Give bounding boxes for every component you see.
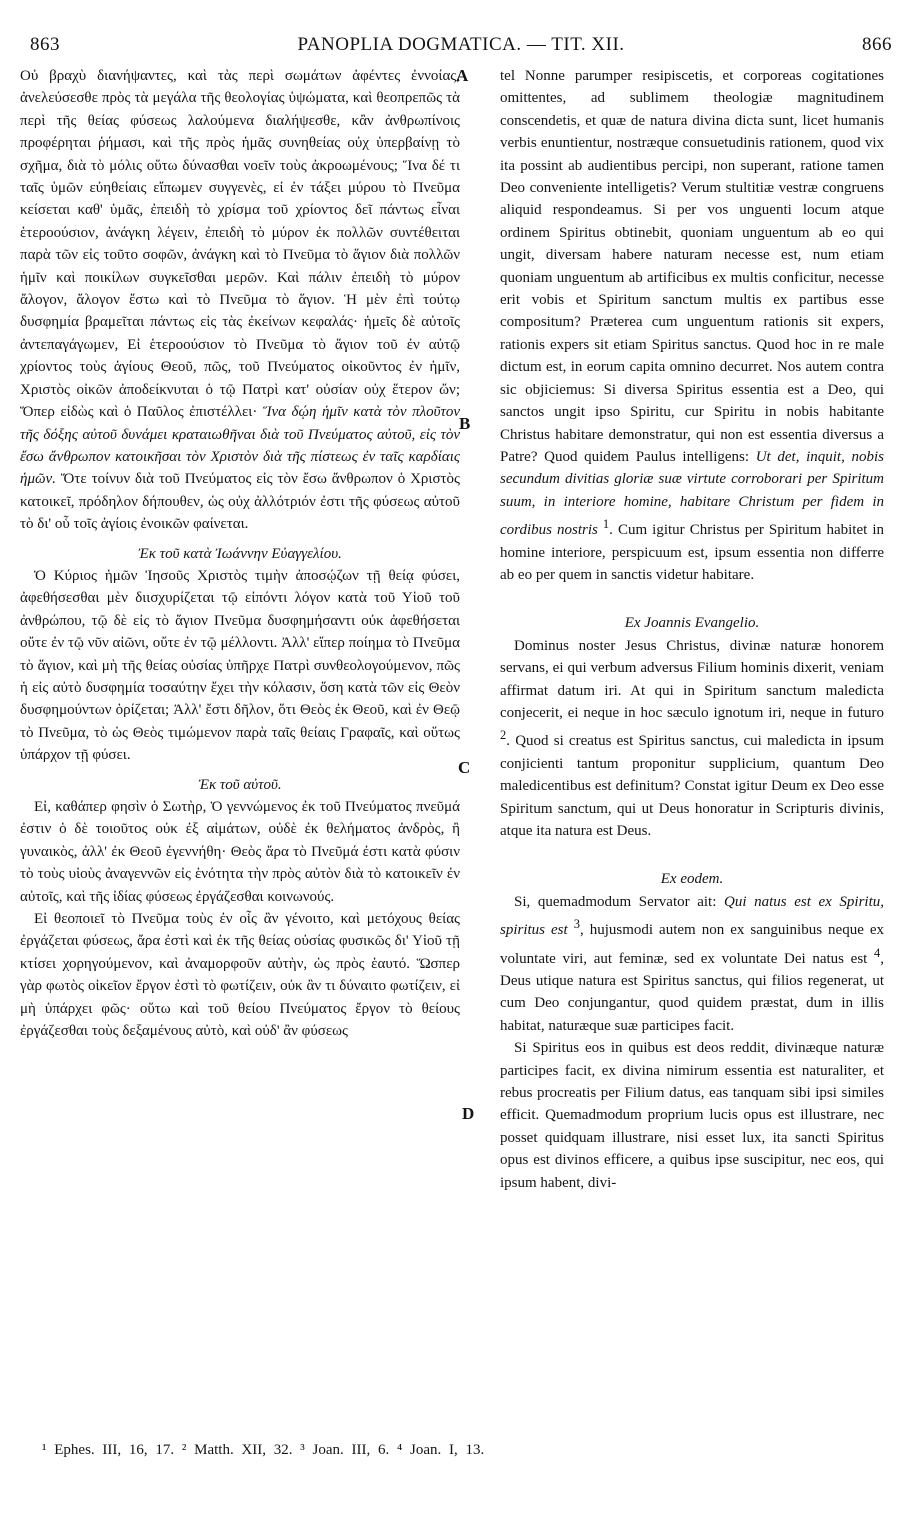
page-number-left: 863 [30, 34, 60, 55]
margin-marker-d: D [462, 1104, 475, 1123]
margin-marker-c: C [458, 758, 471, 777]
latin-section-heading-2: Ex eodem. [660, 871, 724, 888]
greek-paragraph-1: Οὐ βραχὺ διανήψαντες, καὶ τὰς περὶ σωμάτων ἀφέντες ἐννοίας, ἀνελεύσεσθε πρὸς τὰ μεγάλα τῆς θεολογίας ὑψώματα, καὶ θεοπρεπῶς τὰ περὶ τῆς θείας φύσεως λαλούμενα διαλήψεσθε, κἂν ἀνθρωπίνοις προφέρηται ῥήμασι, καὶ τῆς πρὸς ἡμᾶς συνηθείας οὐχ ὑπερβαίνῃ τὸ σχῆμα, διὰ τὸ μόλις οὕτω δύνασθαι νοεῖν τοὺς ἀκροωμένους; Ἵνα δέ τι ταῖς ὑμῶν εὐηθείαις εἴπωμεν συγγενὲς, εἰ ἐν τάξει μύρου τὸ Πνεῦμα κείσεται καθ' ὑμᾶς, ἐπειδὴ τὸ χρίσμα τοῦ χρίοντος δεῖ πάντως εἶναι ἑτεροούσιον, ἀνάγκη λέγειν, ἐπειδὴ τὸ μύρον ἐκ πολλῶν συντέθειται παρὰ τῶν εἰς τοῦτο σοφῶν, ἀνάγκη καὶ τὸ Πνεῦμα τὸ ἅγιον διὰ πολλῶν ἡμῖν καὶ ποικίλων συγκεῖσθαι μερῶν. Καὶ πάλιν ἐπειδὴ τὸ μύρον ἄλογον, ἄλογον ἔστω καὶ τὸ Πνεῦμα τὸ ἅγιον. Ἡ μὲν ἐπὶ τούτῳ δυσφημία βραμεῖται πάντως εἰς τὰς ἐκείνων κεφαλάς· ἡμεῖς δὲ αὐτοῖς ἀντεπαγάγωμεν, Εἰ ἑτεροούσιον τὸ Πνεῦμα τὸ ἅγιον τοῦ ἐν αὐτῷ χρίοντος τοὺς ἁγίους Θεοῦ, πῶς, τοῦ Πνεύματος οἰκοῦντος ἐν ἡμῖν, Χριστὸς οἰκῶν ἀποδείκνυται ὁ τῷ Πατρὶ κατ' οὐσίαν οὐχ ἕτερον ὤν; Ὅπερ εἰδὼς καὶ ὁ Παῦλος ἐπιστέλλει· Ἵνα δῴη ἡμῖν κατὰ τὸν πλοῦτον τῆς δόξης αὐτοῦ δυνάμει κραταιωθῆναι διὰ τοῦ Πνεύματος αὐτοῦ, εἰς τὸν ἔσω ἄνθρωπον κατοικῆσαι τὸν Χριστὸν διὰ τῆς πίστεως ἐν ταῖς καρδίαις ἡμῶν. Ὅτε τοίνυν διὰ τοῦ Πνεύματος εἰς τὸν ἔσω ἄνθρωπον ὁ Χριστὸς κατοικεῖ, πρόδηλον δήπουθεν, ὡς οὐχ ἀλλότριόν ἐστι τῆς φύσεως αὐτοῦ τὸ δι' οὗ τοῖς ἁγίοις ἐνοικῶν φαίνεται. [20, 68, 460, 533]
latin-column [500, 65, 884, 1194]
margin-marker-a: A [456, 66, 469, 85]
latin-paragraph-1: tel Nonne parumper resipiscetis, et corporeas cogitationes omittentes, ad sublimem theologiæ magnitudinem conscendetis, et quæ de natura divina dicta sunt, licet humanis verbis enuntientur, nostræque consuetudinis rationem, quod vix ita possint ab audientibus percipi, non superant, ratione tamen Deo conveniente intelligetis? Verum stultitiæ vestræ congruens aliquid respondeamus. Si per vos unguenti locum atque ordinem Spiritus obtinebit, quoniam unguentum ab eo qui ungit, diversam habere naturam necesse est, num etiam quoniam unguentum ab artificibus ex multis conficitur, necesse erit vobis et Spiritum sanctum multis ex partibus esse compositum? Præterea cum unguentum rationis sit expers, rationis expers sit etiam Spiritus sanctus. Quod hoc in re male dictum est, in eorum capita omnino decurret. Nos autem contra sic objiciemus: Si diversa Spiritus essentia est a Deo, qui sanctos ungit ipso Spiritu, cur Spiritu in nobis habitante Christus habitare demonstratur, qui non est essentia diversus a Patre? Quod quidem Paulus intelligens: Ut det, inquit, nobis secundum divitias gloriæ suæ virtute corroborari per Spiritum suum, in interiore homine, habitare Christum per fidem in cordibus nostris $^1$. Cum igitur Christus per Spiritum habitet in homine interiore, perspicuum est, ipsum essentia non differre ab eo per quem in sanctis videtur habitare. [500, 68, 885, 583]
latin-paragraph-4: Si Spiritus eos in quibus est deos reddit, divinæque naturæ participes facit, ex divina nimirum essentia est naturaliter, et rebus procreatis per Filium datus, eas tanquam sibi ipsi similes efficit. Quemadmodum proprium lucis opus est illustrare, nec posset quidquam illustrare, nisi esset lux, ita sancti Spiritus opus est divinos efficere, a quibus ipse suscipitur, nec eos, qui ipsum habent, divi- [500, 1040, 884, 1191]
page-number-right: 866 [862, 34, 892, 55]
greek-column [20, 65, 460, 1042]
latin-section-heading-1: Ex Joannis Evangelio. [624, 615, 760, 632]
margin-marker-b: B [459, 414, 471, 433]
latin-paragraph-2: Dominus noster Jesus Christus, divinæ naturæ honorem servans, ei qui verbum adversus Filium hominis dixerit, veniam affirmat datum iri. At qui in Spiritum sanctum maledicta conjecerit, ei neque in hoc sæculo ignotum iri, neque in futuro $^2$. Quod si creatus est Spiritus sanctus, cui maledicta in ipsum conjicienti tantum proponitur supplicium, quantum Deo maledicentibus est definitum? Constat igitur Deum ex Deo esse Spiritum sanctum, qui ut Deus honoratur in Scripturis divinis, atque ita natura est Deus. [500, 637, 884, 839]
greek-paragraph-2: Ὁ Κύριος ἡμῶν Ἰησοῦς Χριστὸς τιμὴν ἀποσῴζων τῇ θείᾳ φύσει, ἀφεθήσεσθαι μὲν διισχυρίζεται τῷ εἰπόντι λόγον κατὰ τοῦ Υἱοῦ τοῦ ἀνθρώπου, τῷ δὲ εἰς τὸ ἅγιον Πνεῦμα δυσφημήσαντι οὐκ ἀφεθήσεται οὔτε ἐν τῷ νῦν αἰῶνι, οὔτε ἐν τῷ μέλλοντι. Ἀλλ' εἴπερ ποίημα τὸ Πνεῦμα τὸ ἅγιον, καὶ μὴ τῆς θείας οὐσίας ὑπῆρχε Πατρὶ συνθεολογούμενον, πῶς ἡ εἰς αὐτὸ δυσφημία τοσαύτην ἔχει τὴν κόλασιν, ὅση κατὰ τῶν εἰς Θεὸν δυσφημούντων ὁρίζεται; Ἀλλ' ἔστι δῆλον, ὅτι Θεὸς ἐκ Θεοῦ, καὶ ἐν Θεῷ τὸ Πνεῦμα, τὸ ὡς Θεὸς τιμώμενον παρὰ ταῖς θείαις Γραφαῖς, καὶ οὕτως ὑπάρχον τῇ φύσει. [20, 567, 460, 764]
greek-paragraph-3: Εἰ, καθάπερ φησὶν ὁ Σωτὴρ, Ὁ γεννώμενος ἐκ τοῦ Πνεύματος πνεῦμά ἐστιν ὁ δὲ τοιοῦτος οὐκ ἐξ αἱμάτων, οὐδὲ ἐκ θελήματος ἀνδρὸς, ἢ γυναικὸς, ἀλλ' ἐκ Θεοῦ ἐγεννήθη· Θεὸς ἄρα τὸ Πνεῦμά ἐστι κατὰ φύσιν τὸ τοὺς υἱοὺς ἀναγεννῶν εἰς ἑνότητα τὴν πρὸς αὐτὸν διὰ τὸ κατοικεῖν ἐν αὐτοῖς, καὶ τῆς ἰδίας φύσεως ἐργάζεσθαι κοινωνούς. [20, 799, 461, 905]
page-header [30, 34, 892, 64]
greek-section-heading-1: Ἐκ τοῦ κατὰ Ἰωάννην Εὐαγγελίου. [138, 545, 342, 562]
running-title: PANOPLIA DOGMATICA. — TIT. XII. [297, 34, 625, 55]
greek-paragraph-4: Εἰ θεοποιεῖ τὸ Πνεῦμα τοὺς ἐν οἷς ἂν γένοιτο, καὶ μετόχους θείας ἐργάζεται φύσεως, ἄρα ἐστὶ καὶ ἐκ τῆς θείας οὐσίας φυσικῶς δι' Υἱοῦ τῇ κτίσει χορηγούμενον, καὶ ἀναμορφοῦν αὐτὴν, ὡς πρὸς ἑαυτό. Ὥσπερ γὰρ φωτὸς οἰκεῖον ἔργον ἐστὶ τὸ φωτίζειν, οὐκ ἂν τι δύναιτο φωτίζειν, εἰ μὴ ὑπάρχει φῶς· οὕτω καὶ τοῦ θείου Πνεύματος ἔργον τὸ θείους ἐργάζεσθαι τοὺς δεξαμένους αὐτὸ, καὶ οὐδ' ἂν φύσεως [20, 911, 460, 1040]
footnotes: ¹ Ephes. III, 16, 17. ² Matth. XII, 32. ³ Joan. III, 6. ⁴ Joan. I, 13. [42, 1442, 485, 1458]
latin-paragraph-3: Si, quemadmodum Servator ait: Qui natus est ex Spiritu, spiritus est $^3$, hujusmodi autem non ex sanguinibus neque ex voluntate viri, aut feminæ, sed ex voluntate Dei natus est $^4$, Deus utique natura est Spiritus sanctus, qui filios regenerat, ut cum Deo conjungantur, quod quidem præstat, dum in illis habitat, naturæque suæ participes facit. [500, 893, 885, 1034]
greek-section-heading-2: Ἐκ τοῦ αὐτοῦ. [198, 776, 282, 793]
